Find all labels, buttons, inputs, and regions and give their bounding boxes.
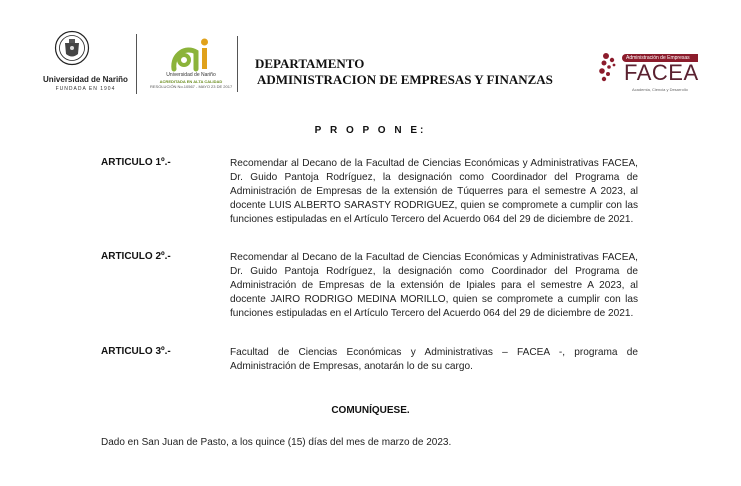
university-founded: FUNDADA EN 1904 [55, 86, 116, 92]
department-title: DEPARTAMENTO [255, 56, 365, 71]
propone-heading: P R O P O N E: [314, 125, 427, 136]
accreditation-resolution: RESOLUCIÓN No.10567 - MAYO 23 DE 2017 [150, 84, 233, 89]
facea-dots-icon [598, 50, 624, 84]
facea-banner: Administración de Empresas [622, 54, 698, 62]
article-text: Recomendar al Decano de la Facultad de Ciencias Económicas y Administrativas FACEA, Dr. Guido Pantoja Rodríguez, la designación como Coordinador del Programa de Administración de Empresas de la extensión de Túquerres para el semestre A 2023, al docente LUIS ALBERTO SARASTY RODRIGUEZ, quien se compromete a cumplir con las funciones estipuladas en el Artículo Tercero del Acuerdo 064 del 29 de diciembre de 2021. [230, 158, 638, 225]
university-seal-icon [54, 30, 90, 66]
accreditation-logo [150, 32, 232, 100]
accreditation-university: Universidad de Nariño [166, 72, 216, 78]
facea-logo [598, 46, 703, 102]
article-text: Facultad de Ciencias Económicas y Administrativas – FACEA -, programa de Administración de Empresas, anotarán lo de su cargo. [230, 347, 638, 372]
date-line: Dado en San Juan de Pasto, a los quince (15) días del mes de marzo de 2023. [101, 437, 452, 448]
header-divider [136, 34, 137, 94]
facea-tagline: Academia, Ciencia y Desarrollo [632, 87, 688, 92]
accreditation-status: ACREDITADA EN ALTA CALIDAD [159, 79, 223, 84]
article-label: ARTICULO 3º.- [101, 346, 171, 357]
facea-wordmark: FACEA [624, 60, 699, 85]
article-text: Recomendar al Decano de la Facultad de Ciencias Económicas y Administrativas FACEA, Dr. Guido Pantoja Rodríguez, la designación como Coordinador del Programa de Administración de Empresas de la extensión de Ipiales para el semestre A 2023, al docente JAIRO RODRIGO MEDINA MORILLO, quien se compromete a cumplir con las funciones estipuladas en el Artículo Tercero del Acuerdo 064 del 29 de diciembre de 2021. [230, 252, 638, 319]
closing-heading: COMUNÍQUESE. [331, 405, 410, 416]
ai-monogram-icon [170, 32, 214, 72]
udenar-logo [38, 30, 133, 100]
header-divider [237, 36, 238, 92]
article-label: ARTICULO 2º.- [101, 251, 171, 262]
article-label: ARTICULO 1º.- [101, 157, 171, 168]
university-name: Universidad de Nariño [43, 75, 128, 84]
department-name: ADMINISTRACION DE EMPRESAS Y FINANZAS [257, 72, 553, 87]
document-header [0, 0, 741, 110]
